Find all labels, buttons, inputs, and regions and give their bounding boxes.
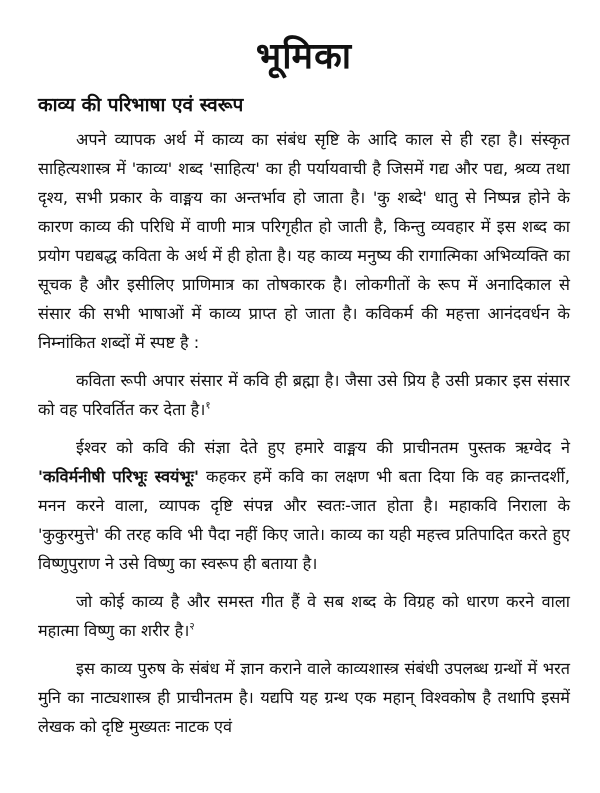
paragraph-1-text: अपने व्यापक अर्थ में काव्य का संबंध सृष्टि के आदि काल से ही रहा है। संस्कृत साहित्यशास्त्र में 'काव्य' शब्द 'साहित्य' का ही पर्यायवाची है जिसमें गद्य और पद्य, श्रव्य तथा दृश्य, सभी प्रकार के वाङ्मय का अन्तर्भाव हो जाता है। 'कु शब्दे' धातु से निष्पन्न होने के कारण काव्य की परिधि में वाणी मात्र परिगृहीत हो जाती है, किन्तु व्यवहार में इस शब्द का प्रयोग पद्यबद्ध कविता के अर्थ में ही होता है। यह काव्य मनुष्य की रागात्मिका अभिव्यक्ति का सूचक है और इसीलिए प्राणिमात्र का तोषकारक है। लोकगीतों के रूप में अनादिकाल से संसार की सभी भाषाओं में काव्य प्राप्त हो जाता है। कविकर्म की महत्ता आनंदवर्धन के निम्नांकित शब्दों में स्पष्ट है : [38, 130, 570, 352]
paragraph-5-text: इस काव्य पुरुष के संबंध में ज्ञान कराने वाले काव्यशास्त्र संबंधी उपलब्ध ग्रन्थों में भरत मुनि का नाट्यशास्त्र ही प्राचीनतम है। यद्यपि यह ग्रन्थ एक महान् विश्वकोष है तथापि इसमें लेखक को दृष्टि मुख्यतः नाटक एवं [38, 659, 570, 736]
paragraph-1 [38, 125, 570, 357]
paragraph-3-text-before: ईश्वर को कवि की संज्ञा देते हुए हमारे वाङ्मय की प्राचीनतम पुस्तक ऋग्वेद ने [76, 438, 570, 457]
quote-paragraph-1 [38, 366, 570, 424]
paragraph-5 [38, 654, 570, 741]
footnote-marker-2: २ [189, 621, 195, 633]
paragraph-3-text-after: कहकर हमें कवि का लक्षण भी बता दिया कि वह क्रान्तदर्शी, मनन करने वाला, व्यापक दृष्टि संपन्न और स्वतः-जात होता है। महाकवि निराला के 'कुकुरमुत्ते' की तरह कवि भी पैदा नहीं किए जाते। काव्य का यही महत्त्व प्रतिपादित करते हुए विष्णुपुराण ने उसे विष्णु का स्वरूप ही बताया है। [38, 467, 570, 573]
paragraph-3 [38, 433, 570, 578]
quote-1-text: कविता रूपी अपार संसार में कवि ही ब्रह्मा है। जैसा उसे प्रिय है उसी प्रकार इस संसार को वह परिवर्तित कर देता है। [38, 371, 570, 419]
rigveda-quote: 'कविर्मनीषी परिभूः स्वयंभूः' [38, 467, 200, 486]
page-title: भूमिका [255, 36, 353, 77]
footnote-marker-1: १ [205, 400, 211, 412]
quote-paragraph-2 [38, 587, 570, 645]
section-heading: काव्य की परिभाषा एवं स्वरूप [38, 94, 244, 116]
quote-2-text: जो कोई काव्य है और समस्त गीत हैं वे सब शब्द के विग्रह को धारण करने वाला महात्मा विष्णु का शरीर है। [38, 592, 570, 640]
